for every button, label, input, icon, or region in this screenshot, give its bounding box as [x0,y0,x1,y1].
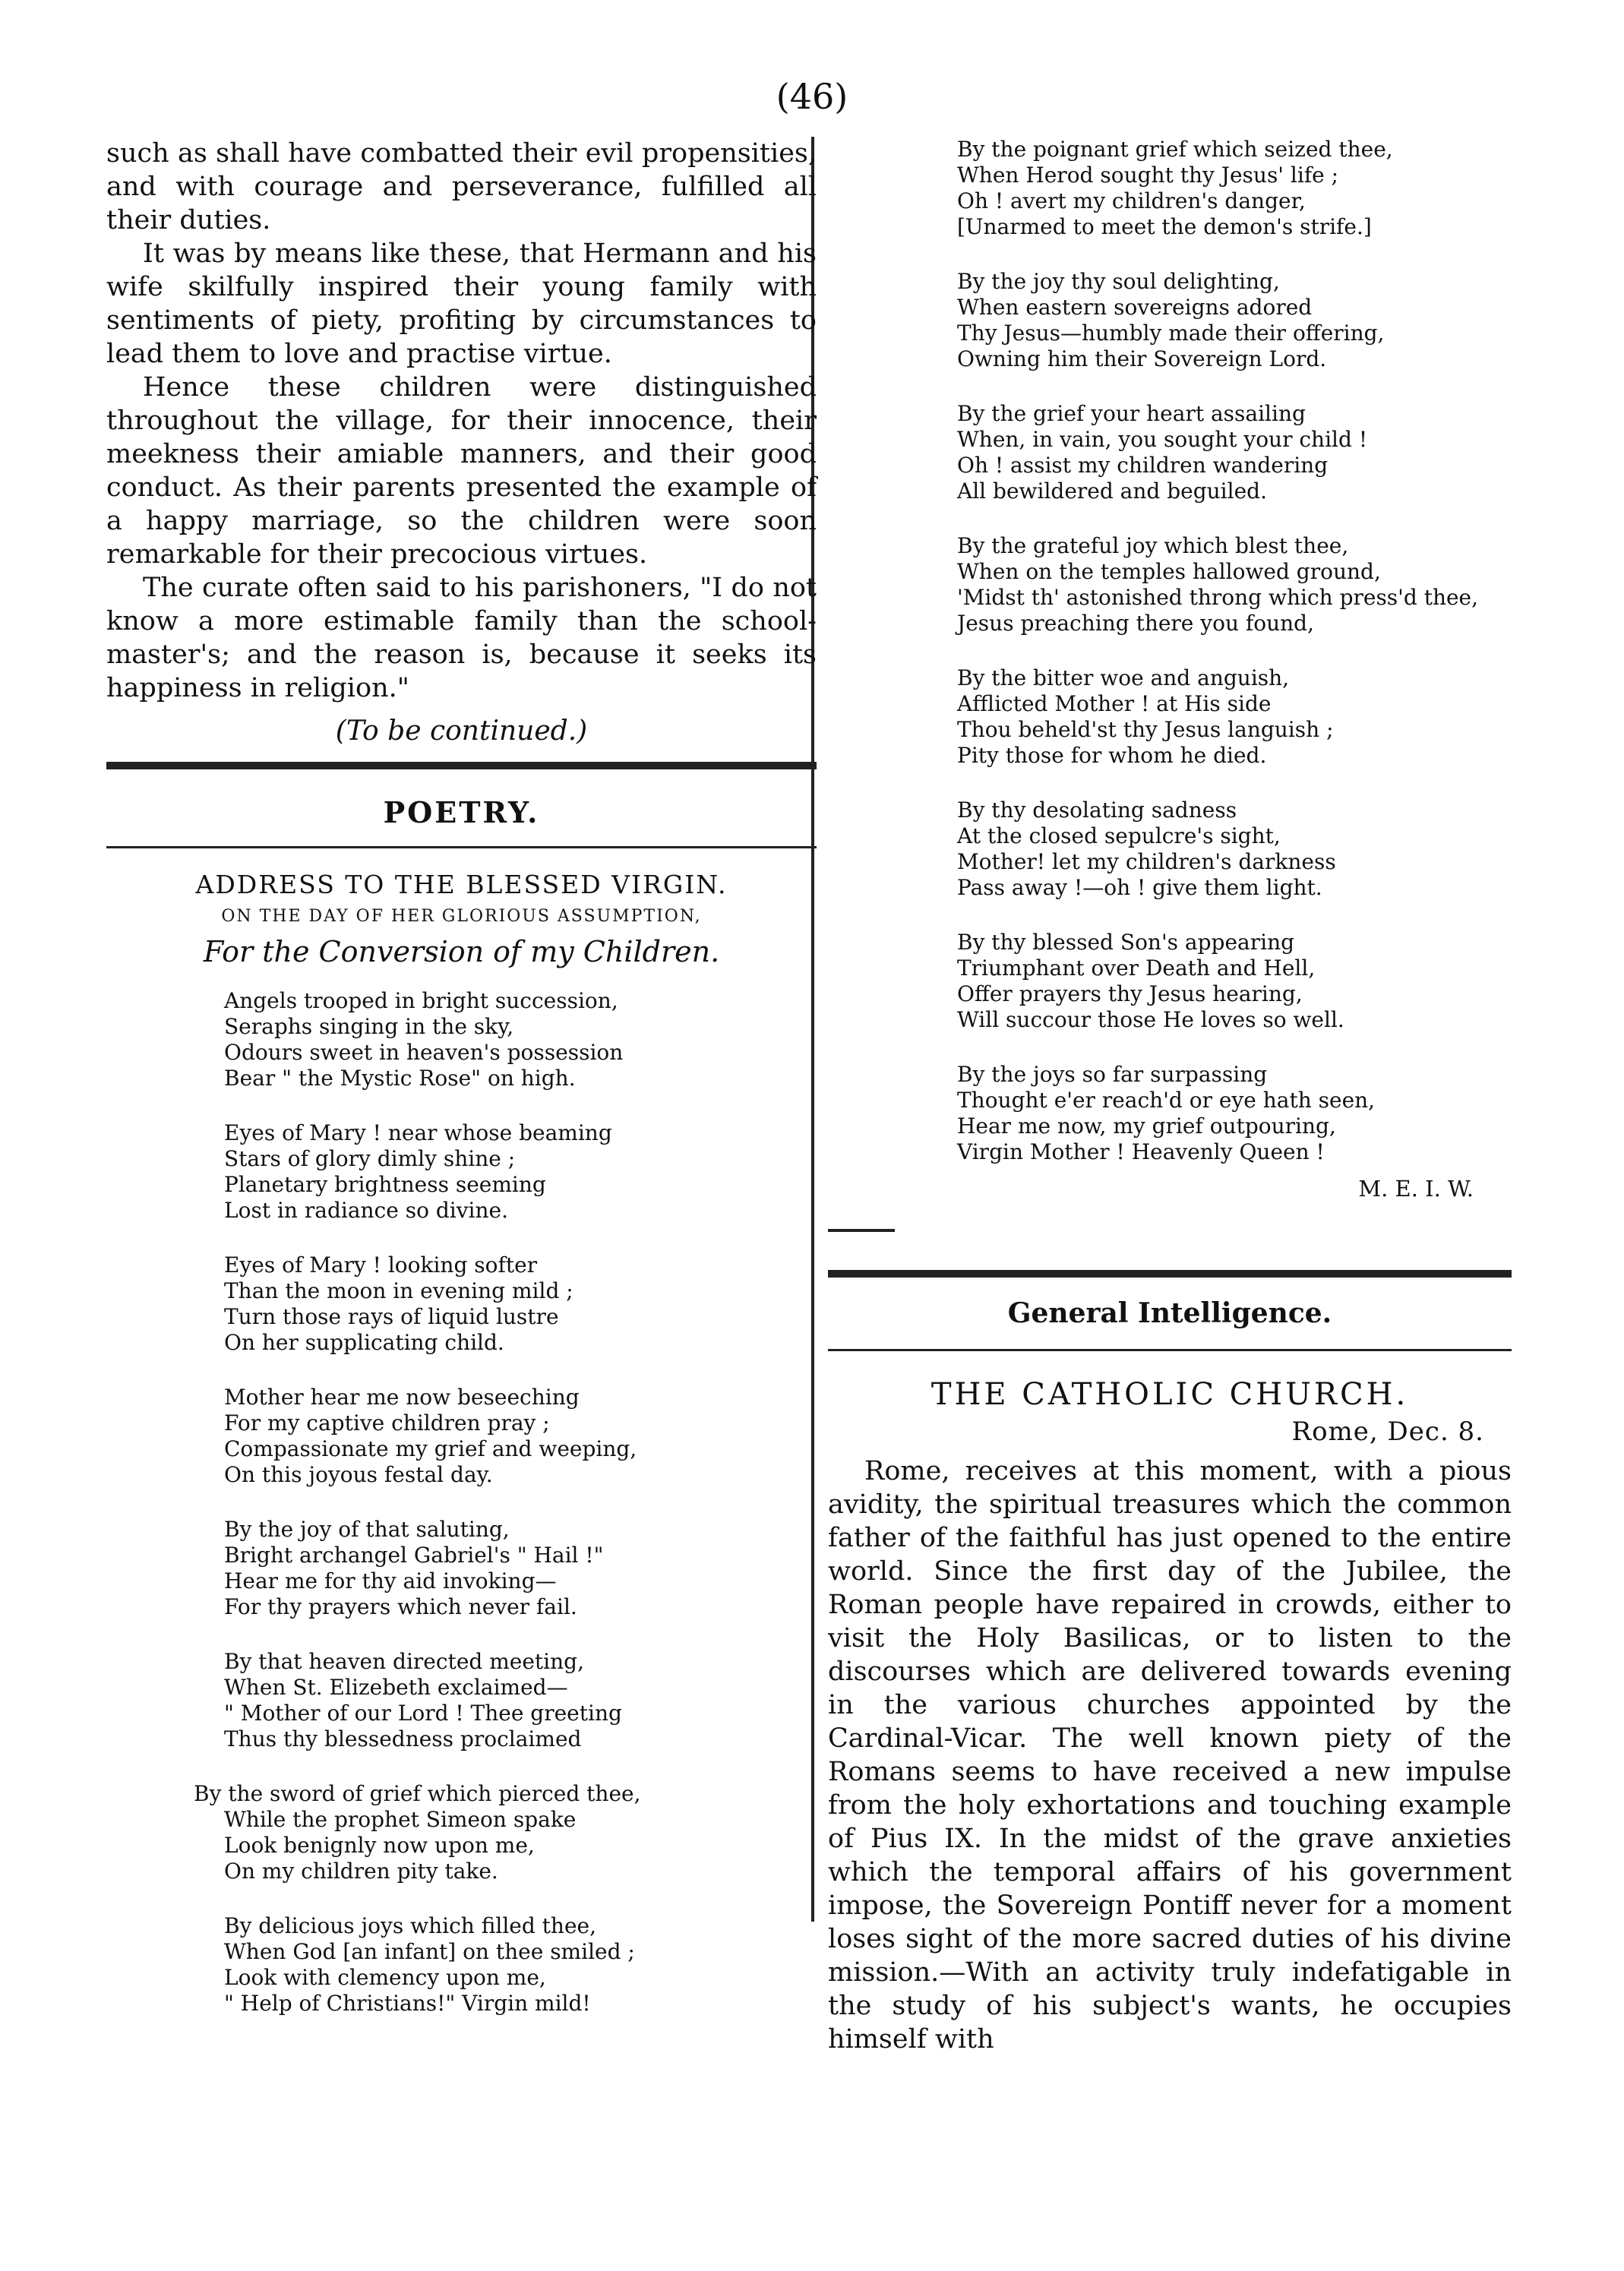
verse-line: Bear " the Mystic Rose" on high. [224,1066,576,1091]
stanza [957,665,1512,769]
verse-line: Mother hear me now beseeching [224,1385,580,1410]
paragraph: Hence these children were distinguished throughout the village, for their innocence, their meekness their amiable manners, and their good conduct. As their parents presented the example of a happy marriage, so the children were soon remarkable for their precocious virtues. [106,372,817,570]
story-continuation [106,137,817,705]
verse-line: Offer prayers thy Jesus hearing, [957,981,1303,1006]
stanza [194,1781,817,1884]
paragraph: It was by means like these, that Hermann and his wife skilfully inspired their young family with sentiments of piety, profiting by circumstances to lead them to love and practise virtue. [106,238,817,369]
verse-line: By the joy thy soul delighting, [957,269,1280,294]
heading-rule [828,1349,1512,1351]
poem-dedication: For the Conversion of my Children. [203,935,720,968]
verse-line: At the closed sepulcre's sight, [957,823,1281,848]
stanza [224,1517,817,1620]
news-article [828,1455,1512,2056]
verse-line: Eyes of Mary ! looking softer [224,1252,538,1278]
dateline: Rome, Dec. 8. [1291,1417,1484,1447]
stanza [957,401,1512,504]
verse-line: When St. Elizebeth exclaimed— [224,1675,568,1700]
verse-line: Pass away !—oh ! give them light. [957,875,1322,900]
right-column [828,137,1512,2056]
verse-line: Eyes of Mary ! near whose beaming [224,1120,612,1145]
verse-line: Bright archangel Gabriel's " Hail !" [224,1543,604,1568]
stanza [957,798,1512,901]
verse-line: " Mother of our Lord ! Thee greeting [224,1701,622,1726]
verse-line: While the prophet Simeon spake [224,1807,577,1832]
verse-line: Oh ! assist my children wandering [957,453,1329,478]
section-rule [828,1270,1512,1278]
to-be-continued: (To be continued.) [335,715,588,747]
verse-line: Hear me for thy aid invoking— [224,1568,557,1593]
verse-line: Odours sweet in heaven's possession [224,1040,624,1065]
verse-line: Oh ! avert my children's danger, [957,188,1306,213]
verse-line: Hear me now, my grief outpouring, [957,1113,1336,1139]
poem-title: ADDRESS TO THE BLESSED VIRGIN. [195,870,728,899]
stanza [224,1649,817,1752]
verse-line: On this joyous festal day. [224,1462,493,1487]
verse-line: Triumphant over Death and Hell, [957,955,1316,981]
verse-line: Seraphs singing in the sky, [224,1014,514,1039]
stanza [957,137,1512,240]
section-rule [106,762,817,769]
verse-line: Mother! let my children's darkness [957,849,1336,874]
page-number: (46) [776,76,848,117]
verse-line: Turn those rays of liquid lustre [224,1304,559,1329]
verse-line: All bewildered and beguiled. [957,479,1267,504]
verse-line: Thou beheld'st thy Jesus languish ; [957,717,1334,742]
verse-line: For thy prayers which never fail. [224,1594,577,1619]
verse-line: By the grief your heart assailing [957,401,1306,426]
stanza [224,1385,817,1488]
verse-line: By the sword of grief which pierced thee, [194,1781,641,1806]
left-column [106,137,817,2045]
verse-line: When Herod sought thy Jesus' life ; [957,163,1339,188]
heading-rule [106,846,817,848]
verse-line: By the joys so far surpassing [957,1062,1268,1087]
verse-line: When on the temples hallowed ground, [957,559,1381,584]
verse-line: When, in vain, you sought your child ! [957,427,1368,452]
stanza [224,1120,817,1224]
verse-line: Will succour those He loves so well. [957,1007,1344,1032]
poem-signature: M. E. I. W. [1358,1176,1474,1202]
verse-line: Planetary brightness seeming [224,1172,546,1197]
verse-line: Thy Jesus—humbly made their offering, [957,321,1385,346]
verse-line: [Unarmed to meet the demon's strife.] [957,214,1372,239]
verse-line: " Help of Christians!" Virgin mild! [224,1991,591,2016]
verse-line: Jesus preaching there you found, [957,611,1314,636]
verse-line: Owning him their Sovereign Lord. [957,346,1327,371]
stanza [224,1913,817,2017]
verse-line: Angels trooped in bright succession, [224,988,618,1013]
poem-subtitle: ON THE DAY OF HER GLORIOUS ASSUMPTION, [221,907,702,926]
verse-line: On her supplicating child. [224,1330,504,1355]
verse-line: By the bitter woe and anguish, [957,665,1290,690]
stanza [957,533,1512,636]
verse-line: By the poignant grief which seized thee, [957,137,1393,162]
paragraph: such as shall have combatted their evil propensities, and with courage and perseverance, fulfilled all their duties. [106,138,817,235]
short-rule [828,1229,895,1232]
verse-line: By that heaven directed meeting, [224,1649,584,1674]
general-intelligence-heading: General Intelligence. [1007,1297,1332,1329]
stanza [957,930,1512,1033]
verse-line: By thy blessed Son's appearing [957,930,1295,955]
stanza [224,988,817,1091]
verse-line: On my children pity take. [224,1859,498,1884]
paragraph: The curate often said to his parishoners, "I do not know a more estimable family than the school-master's; and the reason is, because it seeks its happiness in religion." [106,573,817,703]
stanza [224,1252,817,1356]
verse-line: By thy desolating sadness [957,798,1237,823]
verse-line: For my captive children pray ; [224,1410,550,1436]
verse-line: Afflicted Mother ! at His side [957,691,1272,716]
news-title: THE CATHOLIC CHURCH. [930,1377,1409,1412]
verse-line: Look with clemency upon me, [224,1965,546,1990]
verse-line: Stars of glory dimly shine ; [224,1146,516,1171]
poetry-heading: POETRY. [383,795,540,829]
verse-line: By delicious joys which filled thee, [224,1913,596,1938]
verse-line: Lost in radiance so divine. [224,1198,508,1223]
paragraph: Rome, receives at this moment, with a pious avidity, the spiritual treasures which the common father of the faithful has just opened to the entire world. Since the first day of the Jubilee, the Roman people have repaired in crowds, either to visit the Holy Basilicas, or to listen to the discourses which are delivered towards evening in the various churches appointed by the Cardinal-Vicar. The well known piety of the Romans seems to have received a new impulse from the holy exhortations and touching example of Pius IX. In the midst of the grave anxieties which the temporal affairs of his government impose, the Sovereign Pontiff never for a moment loses sight of the more sacred duties of his divine mission.—With an activity truly indefatigable in the study of his subject's wants, he occupies himself with [828,1456,1512,2055]
verse-line: Thought e'er reach'd or eye hath seen, [957,1088,1376,1113]
verse-line: 'Midst th' astonished throng which press'd thee, [957,585,1479,610]
verse-line: When eastern sovereigns adored [957,295,1313,320]
stanza [957,1062,1512,1165]
verse-line: Pity those for whom he died. [957,743,1267,768]
verse-line: When God [an infant] on thee smiled ; [224,1939,635,1964]
verse-line: By the grateful joy which blest thee, [957,533,1349,558]
poem-left [106,988,817,2017]
verse-line: Compassionate my grief and weeping, [224,1436,637,1461]
stanza [957,269,1512,372]
poem-right [828,137,1512,1165]
verse-line: Thus thy blessedness proclaimed [224,1726,582,1751]
verse-line: Than the moon in evening mild ; [224,1278,573,1303]
verse-line: Look benignly now upon me, [224,1833,535,1858]
verse-line: Virgin Mother ! Heavenly Queen ! [957,1139,1325,1164]
verse-line: By the joy of that saluting, [224,1517,510,1542]
